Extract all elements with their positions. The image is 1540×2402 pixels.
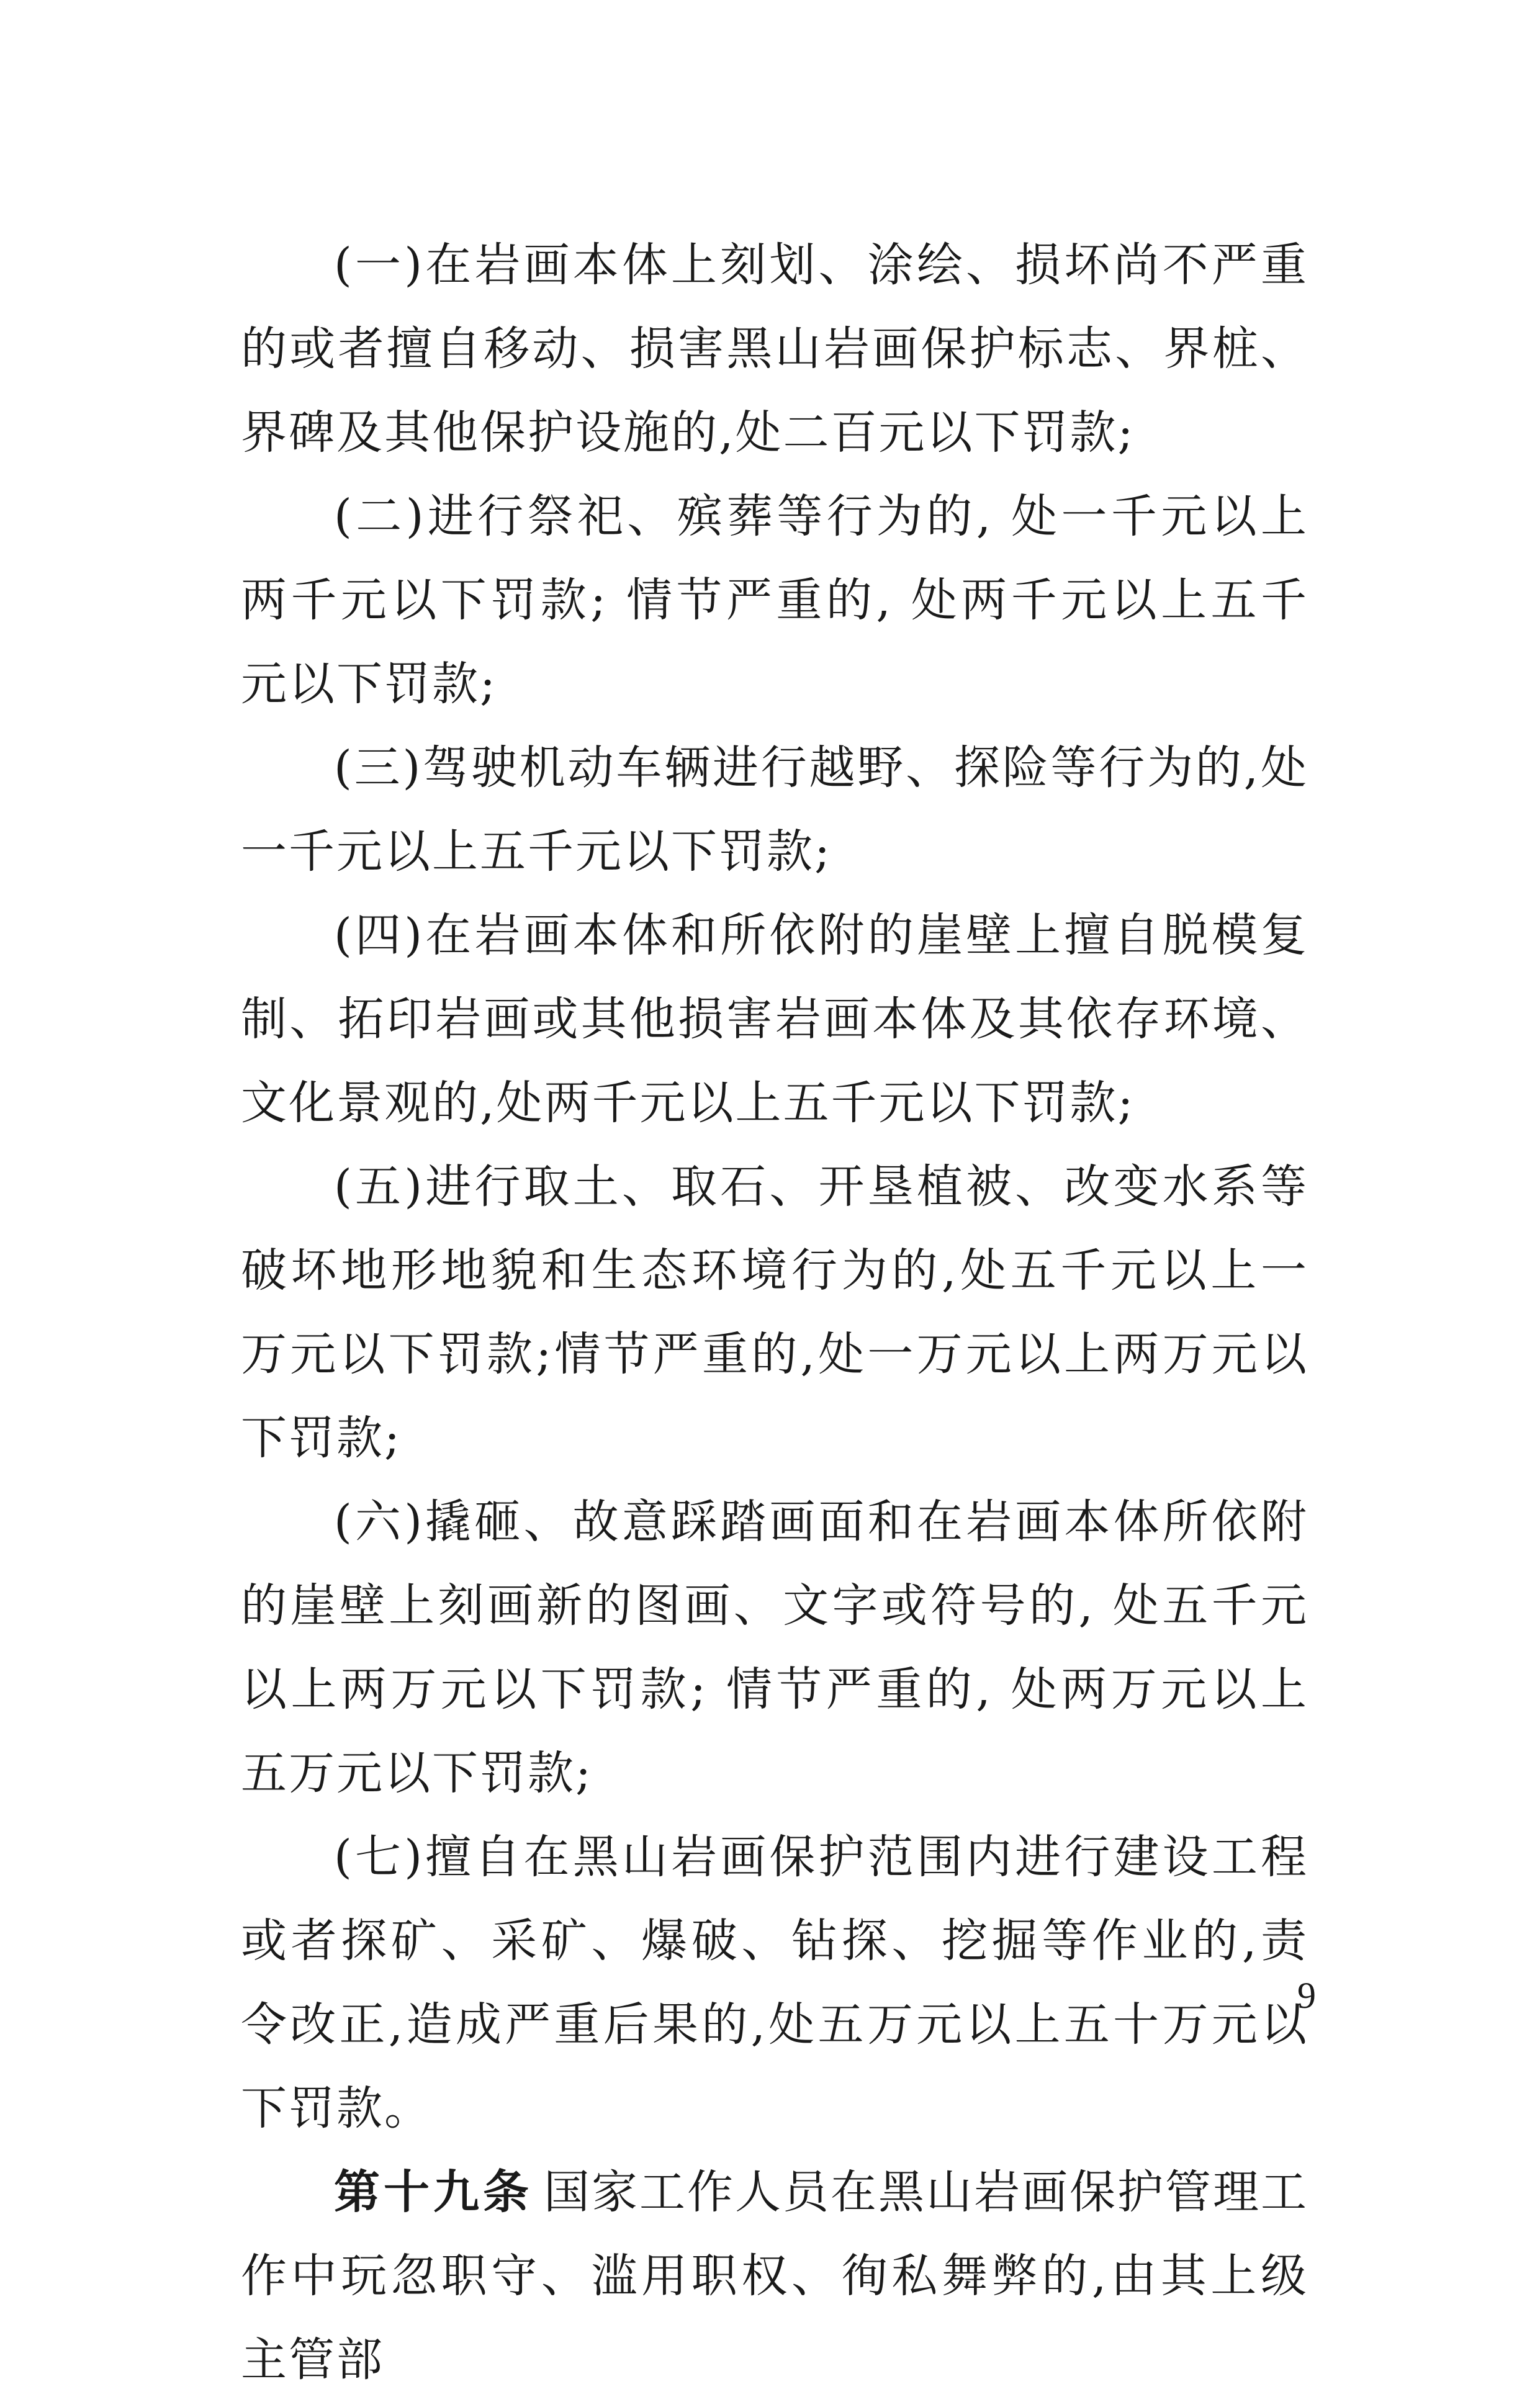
body-text xyxy=(241,223,1308,2402)
penalty-item-7: (七)擅自在黑山岩画保护范围内进行建设工程或者探矿、采矿、爆破、钻探、挖掘等作业的,责令改正,造成严重后果的,处五万元以上五十万元以下罚款。 xyxy=(241,1830,1308,2135)
article-19 xyxy=(241,2151,1308,2402)
article-number: 第十九条 xyxy=(334,2166,533,2219)
penalty-item-3: (三)驾驶机动车辆进行越野、探险等行为的,处一千元以上五千元以下罚款; xyxy=(241,741,1308,878)
article-text: 国家工作人员在黑山岩画保护管理工作中玩忽职守、滥用职权、徇私舞弊的,由其上级主管部 xyxy=(241,2166,1308,2386)
page-number: 9 xyxy=(1297,1975,1316,2016)
penalty-item-1: (一)在岩画本体上刻划、涂绘、损坏尚不严重的或者擅自移动、损害黑山岩画保护标志、界桩、界碑及其他保护设施的,处二百元以下罚款; xyxy=(241,238,1308,459)
penalty-item-5: (五)进行取土、取石、开垦植被、改变水系等破坏地形地貌和生态环境行为的,处五千元以上一万元以下罚款;情节严重的,处一万元以上两万元以下罚款; xyxy=(241,1160,1308,1465)
penalty-item-4: (四)在岩画本体和所依附的崖壁上擅自脱模复制、拓印岩画或其他损害岩画本体及其依存环境、文化景观的,处两千元以上五千元以下罚款; xyxy=(241,909,1308,1130)
penalty-item-6: (六)撬砸、故意踩踏画面和在岩画本体所依附的崖壁上刻画新的图画、文字或符号的, 处五千元以上两万元以下罚款; 情节严重的, 处两万元以上五万元以下罚款; xyxy=(241,1495,1308,1800)
penalty-item-2: (二)进行祭祀、殡葬等行为的, 处一千元以上两千元以下罚款; 情节严重的, 处两千元以上五千元以下罚款; xyxy=(241,490,1308,711)
